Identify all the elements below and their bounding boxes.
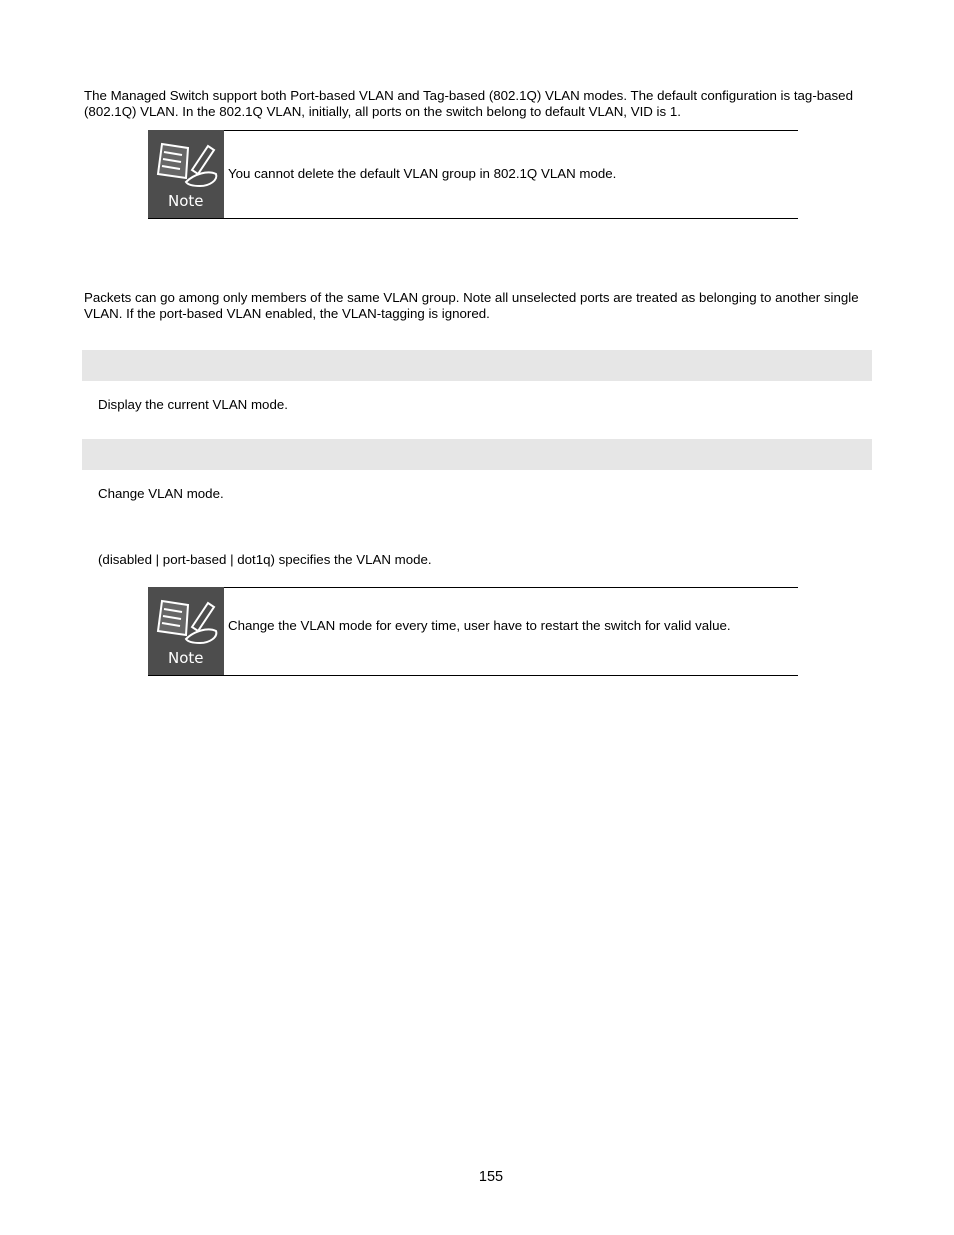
page-number: 155 [478, 1169, 504, 1185]
parameter-description: (disabled | port-based | dot1q) specifies the VLAN mode. [98, 552, 432, 567]
svg-text:Note: Note [168, 192, 204, 210]
packets-paragraph: Packets can go among only members of the same VLAN group. Note all unselected ports are treated as belonging to another single VLAN. If the port-based VLAN enabled, the VLAN-tagging is ignored. [84, 290, 859, 321]
svg-text:Note: Note [168, 649, 204, 667]
command-header-bar [82, 439, 872, 470]
note-box [148, 587, 798, 676]
command-header-bar [82, 350, 872, 381]
note-icon [148, 130, 224, 218]
note-text: You cannot delete the default VLAN group in 802.1Q VLAN mode. [228, 166, 617, 181]
intro-paragraph: The Managed Switch support both Port-based VLAN and Tag-based (802.1Q) VLAN modes. The default configuration is tag-based (802.1Q) VLAN. In the 802.1Q VLAN, initially, all ports on the switch belong to default VLAN, VID is 1. [84, 88, 853, 119]
note-text: Change the VLAN mode for every time, user have to restart the switch for valid value. [228, 618, 731, 633]
note-icon [148, 587, 224, 675]
command-description: Display the current VLAN mode. [98, 397, 288, 412]
note-box [148, 130, 798, 219]
command-description: Change VLAN mode. [98, 486, 224, 501]
